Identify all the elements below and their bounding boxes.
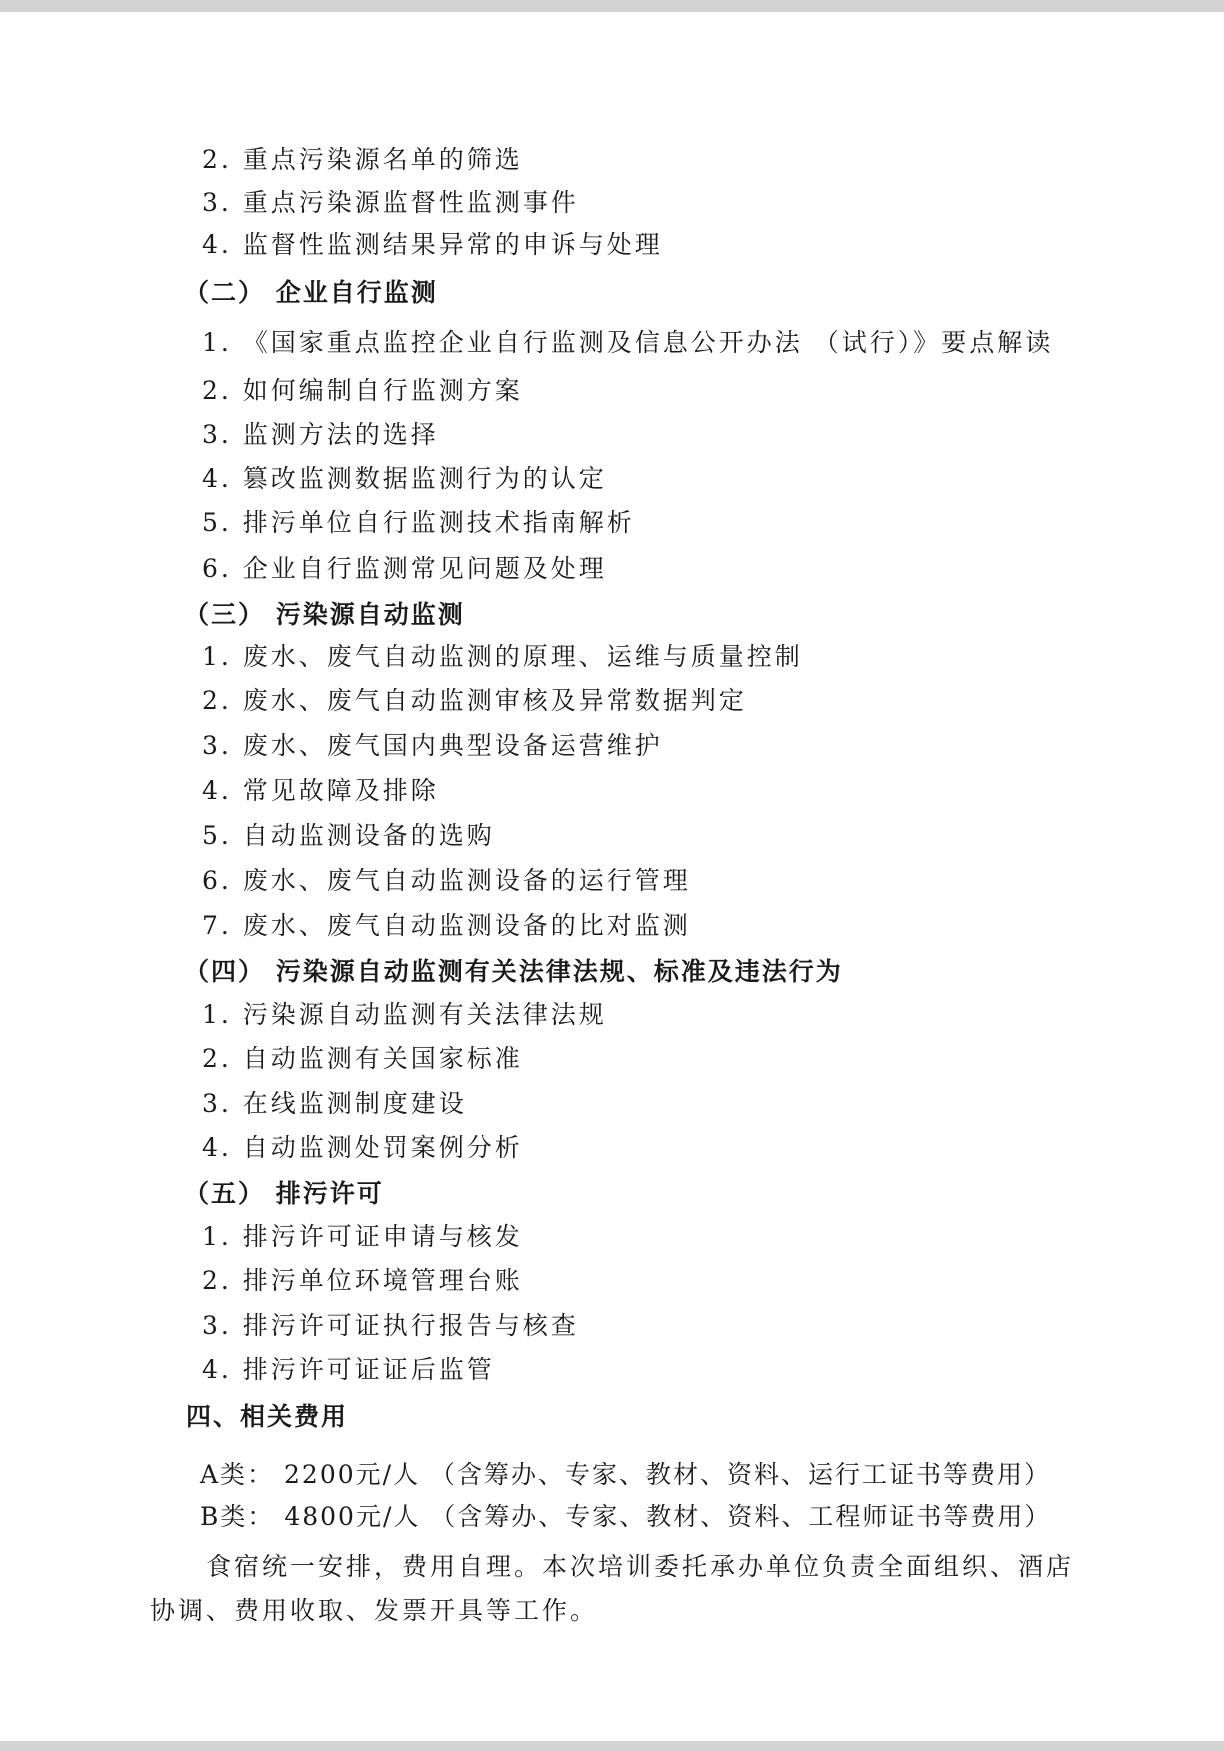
section-heading-3: （三） 污染源自动监测 <box>184 600 465 629</box>
list-item: 6. 企业自行监测常见问题及处理 <box>202 554 607 583</box>
list-item: 3. 重点污染源监督性监测事件 <box>202 188 579 217</box>
page-bottom-edge <box>0 1741 1224 1751</box>
section-heading-5: （五） 排污许可 <box>184 1179 384 1208</box>
list-item: 5. 自动监测设备的选购 <box>202 821 495 850</box>
section-heading-2: （二） 企业自行监测 <box>184 278 438 307</box>
section-heading-fees: 四、相关费用 <box>186 1402 349 1431</box>
list-item: 3. 在线监测制度建设 <box>202 1089 467 1118</box>
list-item: 4. 监督性监测结果异常的申诉与处理 <box>202 230 663 259</box>
paragraph-line: 协调、费用收取、发票开具等工作。 <box>150 1596 599 1625</box>
fee-class-b: B类： 4800元/人 （含筹办、专家、教材、资料、工程师证书等费用） <box>200 1502 1052 1531</box>
list-item: 4. 自动监测处罚案例分析 <box>202 1133 523 1162</box>
list-item: 5. 排污单位自行监测技术指南解析 <box>202 508 635 537</box>
list-item: 1. 污染源自动监测有关法律法规 <box>202 1000 607 1029</box>
list-item: 4. 排污许可证证后监管 <box>202 1355 495 1384</box>
list-item: 7. 废水、废气自动监测设备的比对监测 <box>202 911 691 940</box>
list-item: 3. 排污许可证执行报告与核查 <box>202 1311 579 1340</box>
section-heading-4: （四） 污染源自动监测有关法律法规、标准及违法行为 <box>184 957 843 986</box>
list-item: 1. 《国家重点监控企业自行监测及信息公开办法 （试行）》要点解读 <box>202 328 1054 357</box>
list-item: 3. 废水、废气国内典型设备运营维护 <box>202 731 663 760</box>
list-item: 4. 篡改监测数据监测行为的认定 <box>202 464 607 493</box>
list-item: 1. 废水、废气自动监测的原理、运维与质量控制 <box>202 642 803 671</box>
paragraph-line: 食宿统一安排，费用自理。本次培训委托承办单位负责全面组织、酒店 <box>206 1552 1075 1581</box>
list-item: 6. 废水、废气自动监测设备的运行管理 <box>202 866 691 895</box>
list-item: 2. 废水、废气自动监测审核及异常数据判定 <box>202 686 747 715</box>
list-item: 2. 如何编制自行监测方案 <box>202 376 523 405</box>
list-item: 2. 重点污染源名单的筛选 <box>202 145 523 174</box>
list-item: 3. 监测方法的选择 <box>202 420 439 449</box>
fee-class-a: A类： 2200元/人 （含筹办、专家、教材、资料、运行工证书等费用） <box>200 1460 1051 1489</box>
list-item: 2. 自动监测有关国家标准 <box>202 1044 523 1073</box>
list-item: 2. 排污单位环境管理台账 <box>202 1266 523 1295</box>
list-item: 1. 排污许可证申请与核发 <box>202 1222 523 1251</box>
list-item: 4. 常见故障及排除 <box>202 776 439 805</box>
